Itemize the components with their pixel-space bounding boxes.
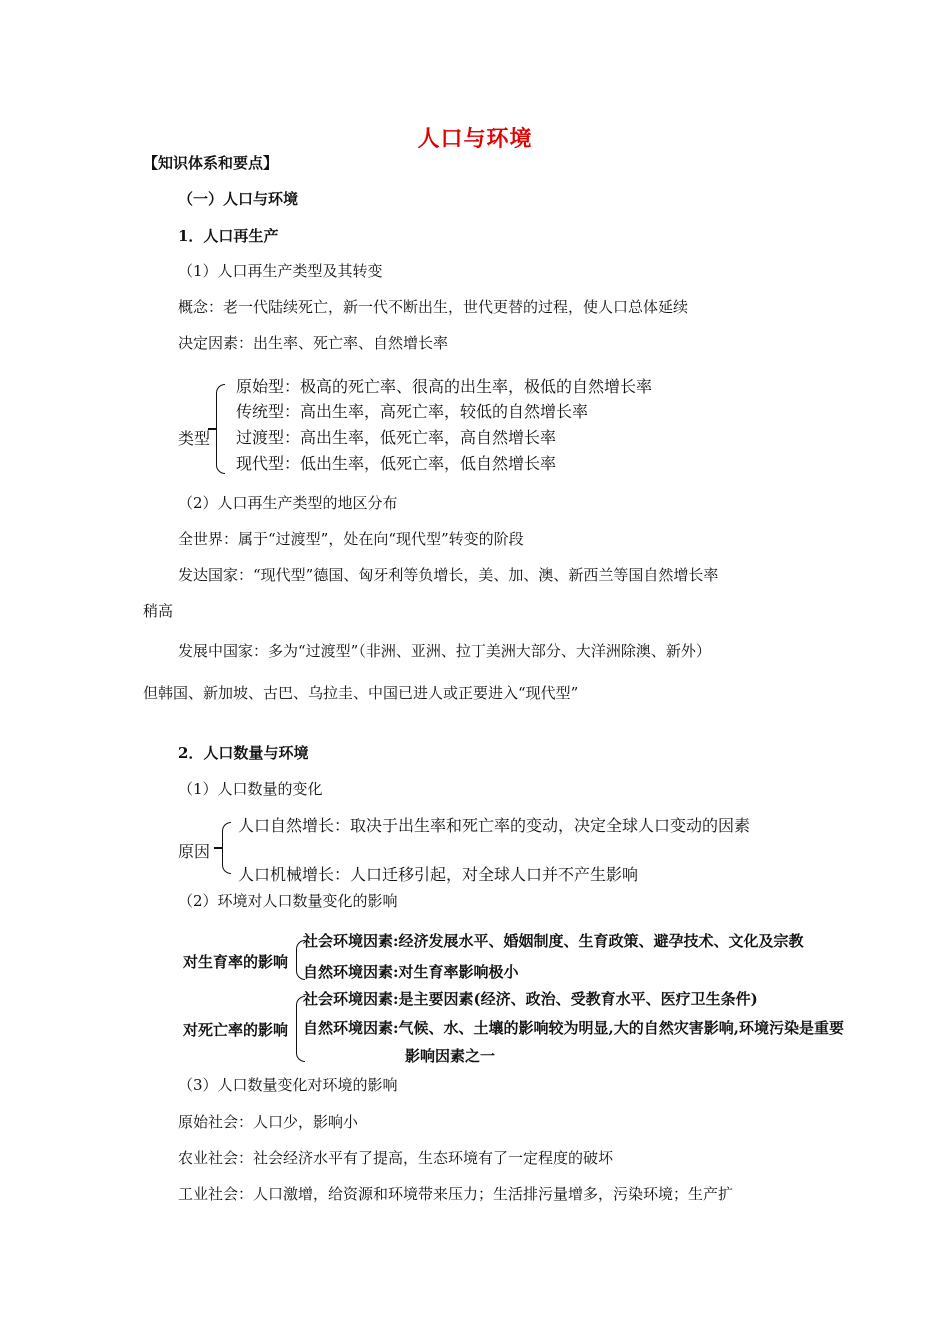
subheading-regional-distribution: （2）人口再生产类型的地区分布 — [178, 494, 398, 512]
death-natural-factor-cont: 影响因素之一 — [405, 1047, 496, 1065]
section-heading-population-quantity: 2．人口数量与环境 — [178, 744, 309, 762]
cause-natural-growth: 人口自然增长：取决于出生率和死亡率的变动，决定全球人口变动的因素 — [238, 816, 751, 835]
death-social-factor: 社会环境因素:是主要因素(经济、政治、受教育水平、医疗卫生条件) — [303, 990, 758, 1008]
type-modern: 现代型：低出生率，低死亡率，低自然增长率 — [236, 454, 557, 473]
section-heading-population-reproduction: 1．人口再生产 — [178, 227, 279, 245]
types-brace-tip — [208, 428, 216, 430]
type-traditional: 传统型：高出生率，高死亡率，较低的自然增长率 — [236, 402, 589, 421]
developed-text: 发达国家：“现代型”德国、匈牙利等负增长，美、加、澳、新西兰等国自然增长率 — [178, 566, 719, 584]
type-primitive: 原始型：极高的死亡率、很高的出生率，极低的自然增长率 — [236, 377, 653, 396]
agricultural-society-text: 农业社会：社会经济水平有了提高，生态环境有了一定程度的破坏 — [178, 1149, 614, 1167]
subheading-reproduction-types: （1）人口再生产类型及其转变 — [178, 262, 383, 280]
subheading-environment-impact: （2）环境对人口数量变化的影响 — [178, 892, 398, 910]
primitive-society-text: 原始社会：人口少，影响小 — [178, 1113, 359, 1131]
part-heading: （一）人口与环境 — [178, 190, 299, 208]
developing-text-cont: 但韩国、新加坡、古巴、乌拉圭、中国已进人或正要进入“现代型” — [143, 684, 579, 702]
developed-text-cont: 稍高 — [143, 602, 174, 620]
cause-mechanical-growth: 人口机械增长：人口迁移引起，对全球人口并不产生影响 — [238, 865, 639, 884]
death-natural-factor: 自然环境因素:气候、水、土壤的影响较为明显,大的自然灾害影响,环境污染是重要 — [303, 1019, 844, 1037]
industrial-society-text: 工业社会：人口激增，给资源和环境带来压力；生活排污量增多，污染环境；生产扩 — [178, 1185, 734, 1203]
birth-rate-label: 对生育率的影响 — [183, 953, 289, 971]
causes-brace — [222, 822, 231, 874]
subheading-quantity-change: （1）人口数量的变化 — [178, 780, 323, 798]
causes-label: 原因 — [178, 842, 211, 861]
concept-text: 概念：老一代陆续死亡，新一代不断出生，世代更替的过程，使人口总体延续 — [178, 298, 689, 316]
causes-brace-tip — [214, 847, 222, 849]
death-rate-label: 对死亡率的影响 — [183, 1021, 289, 1039]
page-title: 人口与环境 — [417, 126, 533, 152]
types-brace — [216, 384, 225, 474]
types-label: 类型 — [178, 429, 211, 448]
section-header: 【知识体系和要点】 — [143, 154, 279, 172]
subheading-impact-on-environment: （3）人口数量变化对环境的影响 — [178, 1076, 398, 1094]
world-text: 全世界：属于“过渡型”，处在向“现代型”转变的阶段 — [178, 530, 524, 548]
birth-social-factor: 社会环境因素:经济发展水平、婚姻制度、生育政策、避孕技术、文化及宗教 — [303, 932, 804, 950]
type-transitional: 过渡型：高出生率，低死亡率，高自然增长率 — [236, 428, 557, 447]
birth-natural-factor: 自然环境因素:对生育率影响极小 — [303, 963, 519, 981]
factors-text: 决定因素：出生率、死亡率、自然增长率 — [178, 334, 449, 352]
developing-text: 发展中国家：多为“过渡型”（非洲、亚洲、拉丁美洲大部分、大洋洲除澳、新外） — [178, 642, 711, 660]
